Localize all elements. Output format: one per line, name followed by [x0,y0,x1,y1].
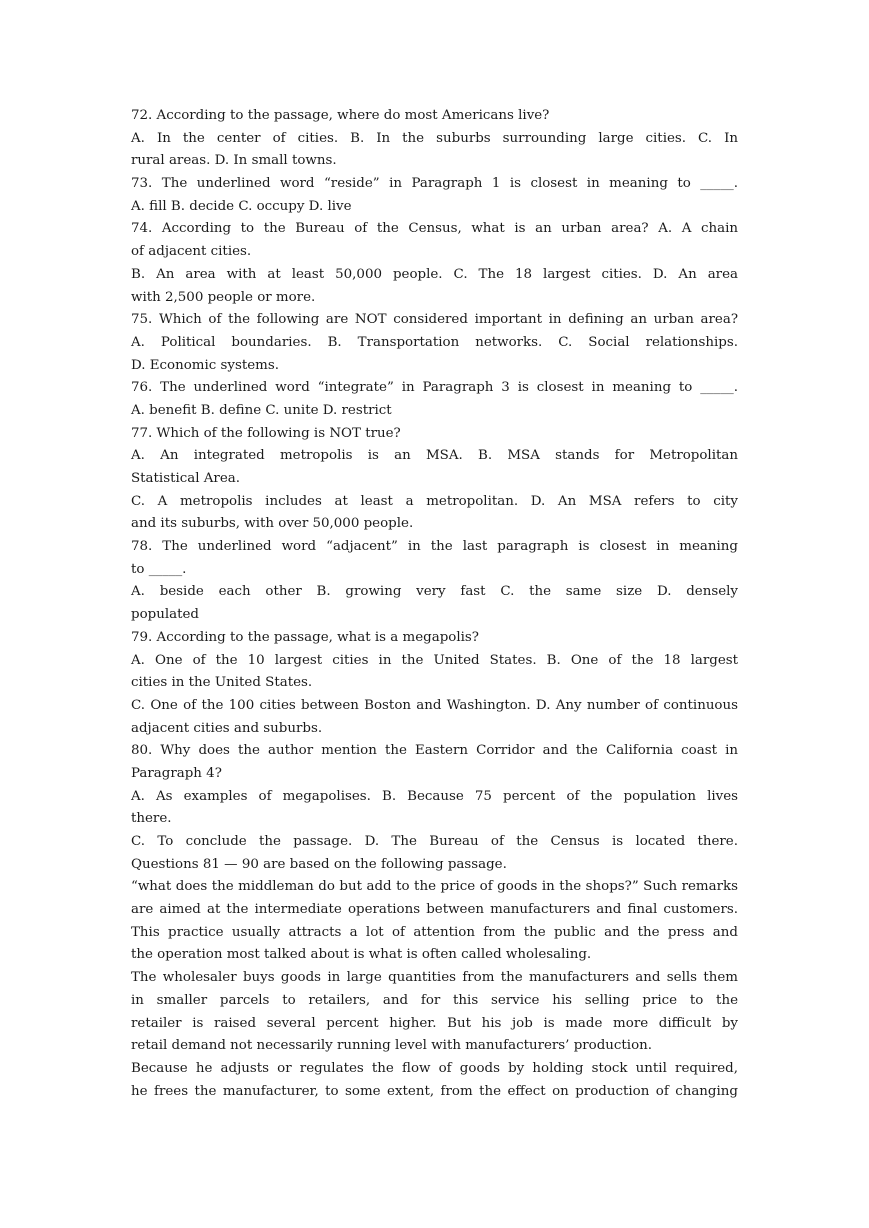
text-line: A. An integrated metropolis is an MSA. B. MSA stands for Metropolitan [131,448,738,464]
text-line: Statistical Area. [131,471,240,486]
text-line: C. To conclude the passage. D. The Bureau of the Census is located there. [131,834,738,849]
text-line: retail demand not necessarily running level with manufacturers’ production. [131,1038,653,1054]
text-line: the operation most talked about is what is often called wholesaling. [131,947,592,963]
text-line: Paragraph 4? [131,765,222,781]
text-line: populated [131,607,199,623]
document-page [131,105,738,1103]
text-line: and its suburbs, with over 50,000 people. [131,516,414,532]
text-line: with 2,500 people or more. [131,289,316,305]
text-line: This practice usually attracts a lot of attention from the public and the press and [131,924,738,940]
text-line: of adjacent cities. [131,244,252,260]
text-line: 73. The underlined word “reside” in Paragraph 1 is closest in meaning to _____. [131,176,738,192]
text-line: adjacent cities and suburbs. [131,720,323,736]
text-line: A. As examples of megapolises. B. Because 75 percent of the population lives [131,788,738,804]
text-line: Questions 81 — 90 are based on the following passage. [131,856,507,872]
text-line: he frees the manufacturer, to some extent, from the effect on production of changing [131,1083,738,1099]
text-line: 78. The underlined word “adjacent” in the last paragraph is closest in meaning [131,539,738,555]
text-line: rural areas. D. In small towns. [131,153,337,169]
text-line: A. fill B. decide C. occupy D. live [131,198,352,214]
text-line: 80. Why does the author mention the Eastern Corridor and the California coast in [131,743,738,759]
text-line: C. One of the 100 cities between Boston and Washington. D. Any number of continuous [131,697,738,713]
text-line: 75. Which of the following are NOT considered important in defining an urban area? [131,312,738,328]
text-line: Because he adjusts or regulates the flow of goods by holding stock until required, [131,1060,738,1076]
text-line: 79. According to the passage, what is a megapolis? [131,629,479,645]
text-line: A. One of the 10 largest cities in the United States. B. One of the 18 largest [131,652,738,668]
text-line: retailer is raised several percent higher. But his job is made more difficult by [131,1015,738,1031]
text-line: A. Political boundaries. B. Transportation networks. C. Social relationships. [131,334,738,350]
text-line: D. Economic systems. [131,357,279,373]
text-line: C. A metropolis includes at least a metropolitan. D. An MSA refers to city [131,493,738,509]
text-line: B. An area with at least 50,000 people. C. The 18 largest cities. D. An area [131,266,738,282]
text-line: A. In the center of cities. B. In the suburbs surrounding large cities. C. In [131,130,738,146]
text-line: to _____. [131,561,187,577]
text-line: in smaller parcels to retailers, and for this service his selling price to the [131,992,738,1008]
text-line: 72. According to the passage, where do most Americans live? [131,108,550,123]
text-line: A. benefit B. define C. unite D. restrict [131,402,392,418]
text-line: A. beside each other B. growing very fast C. the same size D. densely [131,584,738,600]
text-line: there. [131,811,172,827]
text-line: “what does the middleman do but add to the price of goods in the shops?” Such remarks [131,879,738,895]
text-line: are aimed at the intermediate operations between manufacturers and final customers. [131,902,738,918]
text-line: cities in the United States. [131,675,313,691]
text-line: 74. According to the Bureau of the Census, what is an urban area? A. A chain [131,221,738,237]
text-line: 76. The underlined word “integrate” in Paragraph 3 is closest in meaning to _____. [131,380,738,396]
text-line: 77. Which of the following is NOT true? [131,425,401,441]
text-line: The wholesaler buys goods in large quantities from the manufacturers and sells them [131,970,738,986]
